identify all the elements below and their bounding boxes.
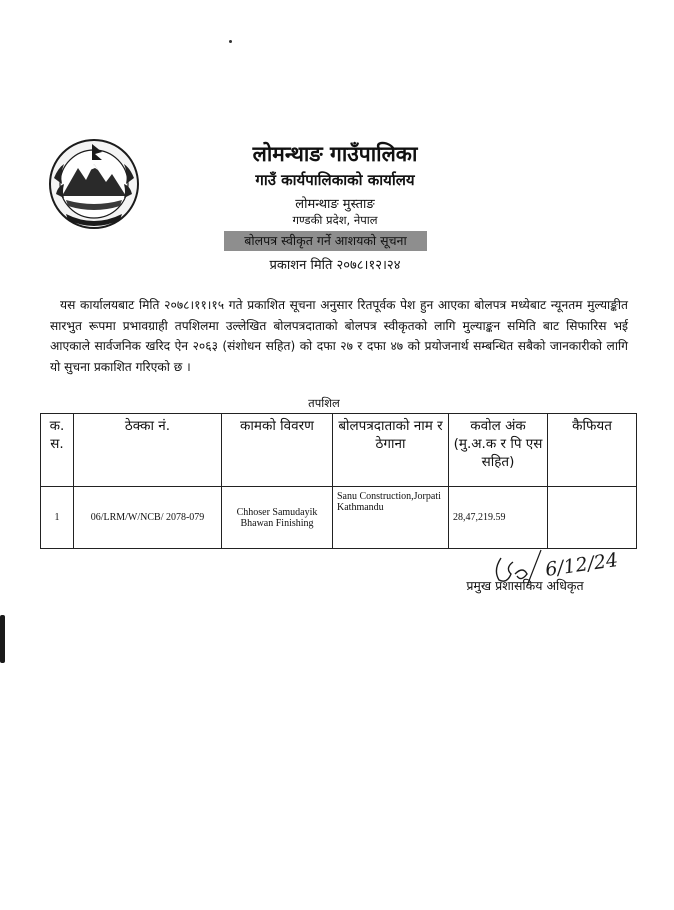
nepal-emblem-seal-icon: [48, 138, 140, 230]
notice-paragraph: यस कार्यालयबाट मिति २०७८।११।१५ गते प्रकाशित सूचना अनुसार रितपूर्वक पेश हुन आएका बोलपत्र मध्येबाट न्यूनतम मुल्याङ्कीत सारभुत रूपमा प्रभावग्राही तपशिलमा उल्लेखित बोलपत्रदाताको बोलपत्र स्वीकृतको लागि मुल्याङ्कन समिति बाट सिफारिस भई आएकाले सार्वजनिक खरिद ऐन २०६३ (संशोधन सहित) को दफा २७ र दफा ४७ को प्रयोजनार्थ सम्बन्धित सबैको जानकारीको लागि यो सुचना प्रकाशित गरिएको छ ।: [50, 298, 629, 374]
table-caption: तपशिल: [308, 396, 340, 410]
header-serial: क. स.: [41, 414, 74, 487]
cell-bid-amount: 28,47,219.59: [449, 487, 548, 549]
table-row: [41, 487, 637, 549]
table-header-row: [41, 414, 637, 487]
header-contract-no: ठेक्का नं.: [74, 414, 222, 487]
header-work-description: कामको विवरण: [222, 414, 333, 487]
publish-date: प्रकाशन मिति २०७८।१२।२४: [269, 258, 401, 273]
header-bid-amount: कवोल अंक (मु.अ.क र पि एस सहित): [449, 414, 548, 487]
chief-administrative-officer-title: प्रमुख प्रशासकिय अधिकृत: [466, 578, 584, 593]
bid-details-table: [40, 413, 637, 549]
cell-contract-no: 06/LRM/W/NCB/ 2078-079: [74, 487, 222, 549]
scan-edge-mark: [0, 615, 5, 663]
cell-bidder: Sanu Construction,Jorpati Kathmandu: [333, 487, 449, 549]
cell-remarks: [548, 487, 637, 549]
header-bidder-name-address: बोलपत्रदाताको नाम र ठेगाना: [333, 414, 449, 487]
signature-date: 6/12/24: [543, 549, 620, 581]
municipality-title: लोमन्थाङ गाउँपालिका: [252, 142, 418, 166]
seal-ring-text: लोमन्थाङ गाउँपालिका: [78, 210, 110, 215]
cell-serial: 1: [41, 487, 74, 549]
office-subtitle: गाउँ कार्यपालिकाको कार्यालय: [255, 171, 415, 189]
speck: [229, 40, 232, 43]
address-line-2: गण्डकी प्रदेश, नेपाल: [292, 213, 378, 227]
address-line-1: लोमन्थाङ मुस्ताङ: [295, 197, 375, 212]
header-remarks: कैफियत: [548, 414, 637, 487]
notice-title-banner: बोलपत्र स्वीकृत गर्ने आशयको सूचना: [224, 231, 427, 251]
cell-work-description: Chhoser Samudayik Bhawan Finishing: [222, 487, 333, 549]
